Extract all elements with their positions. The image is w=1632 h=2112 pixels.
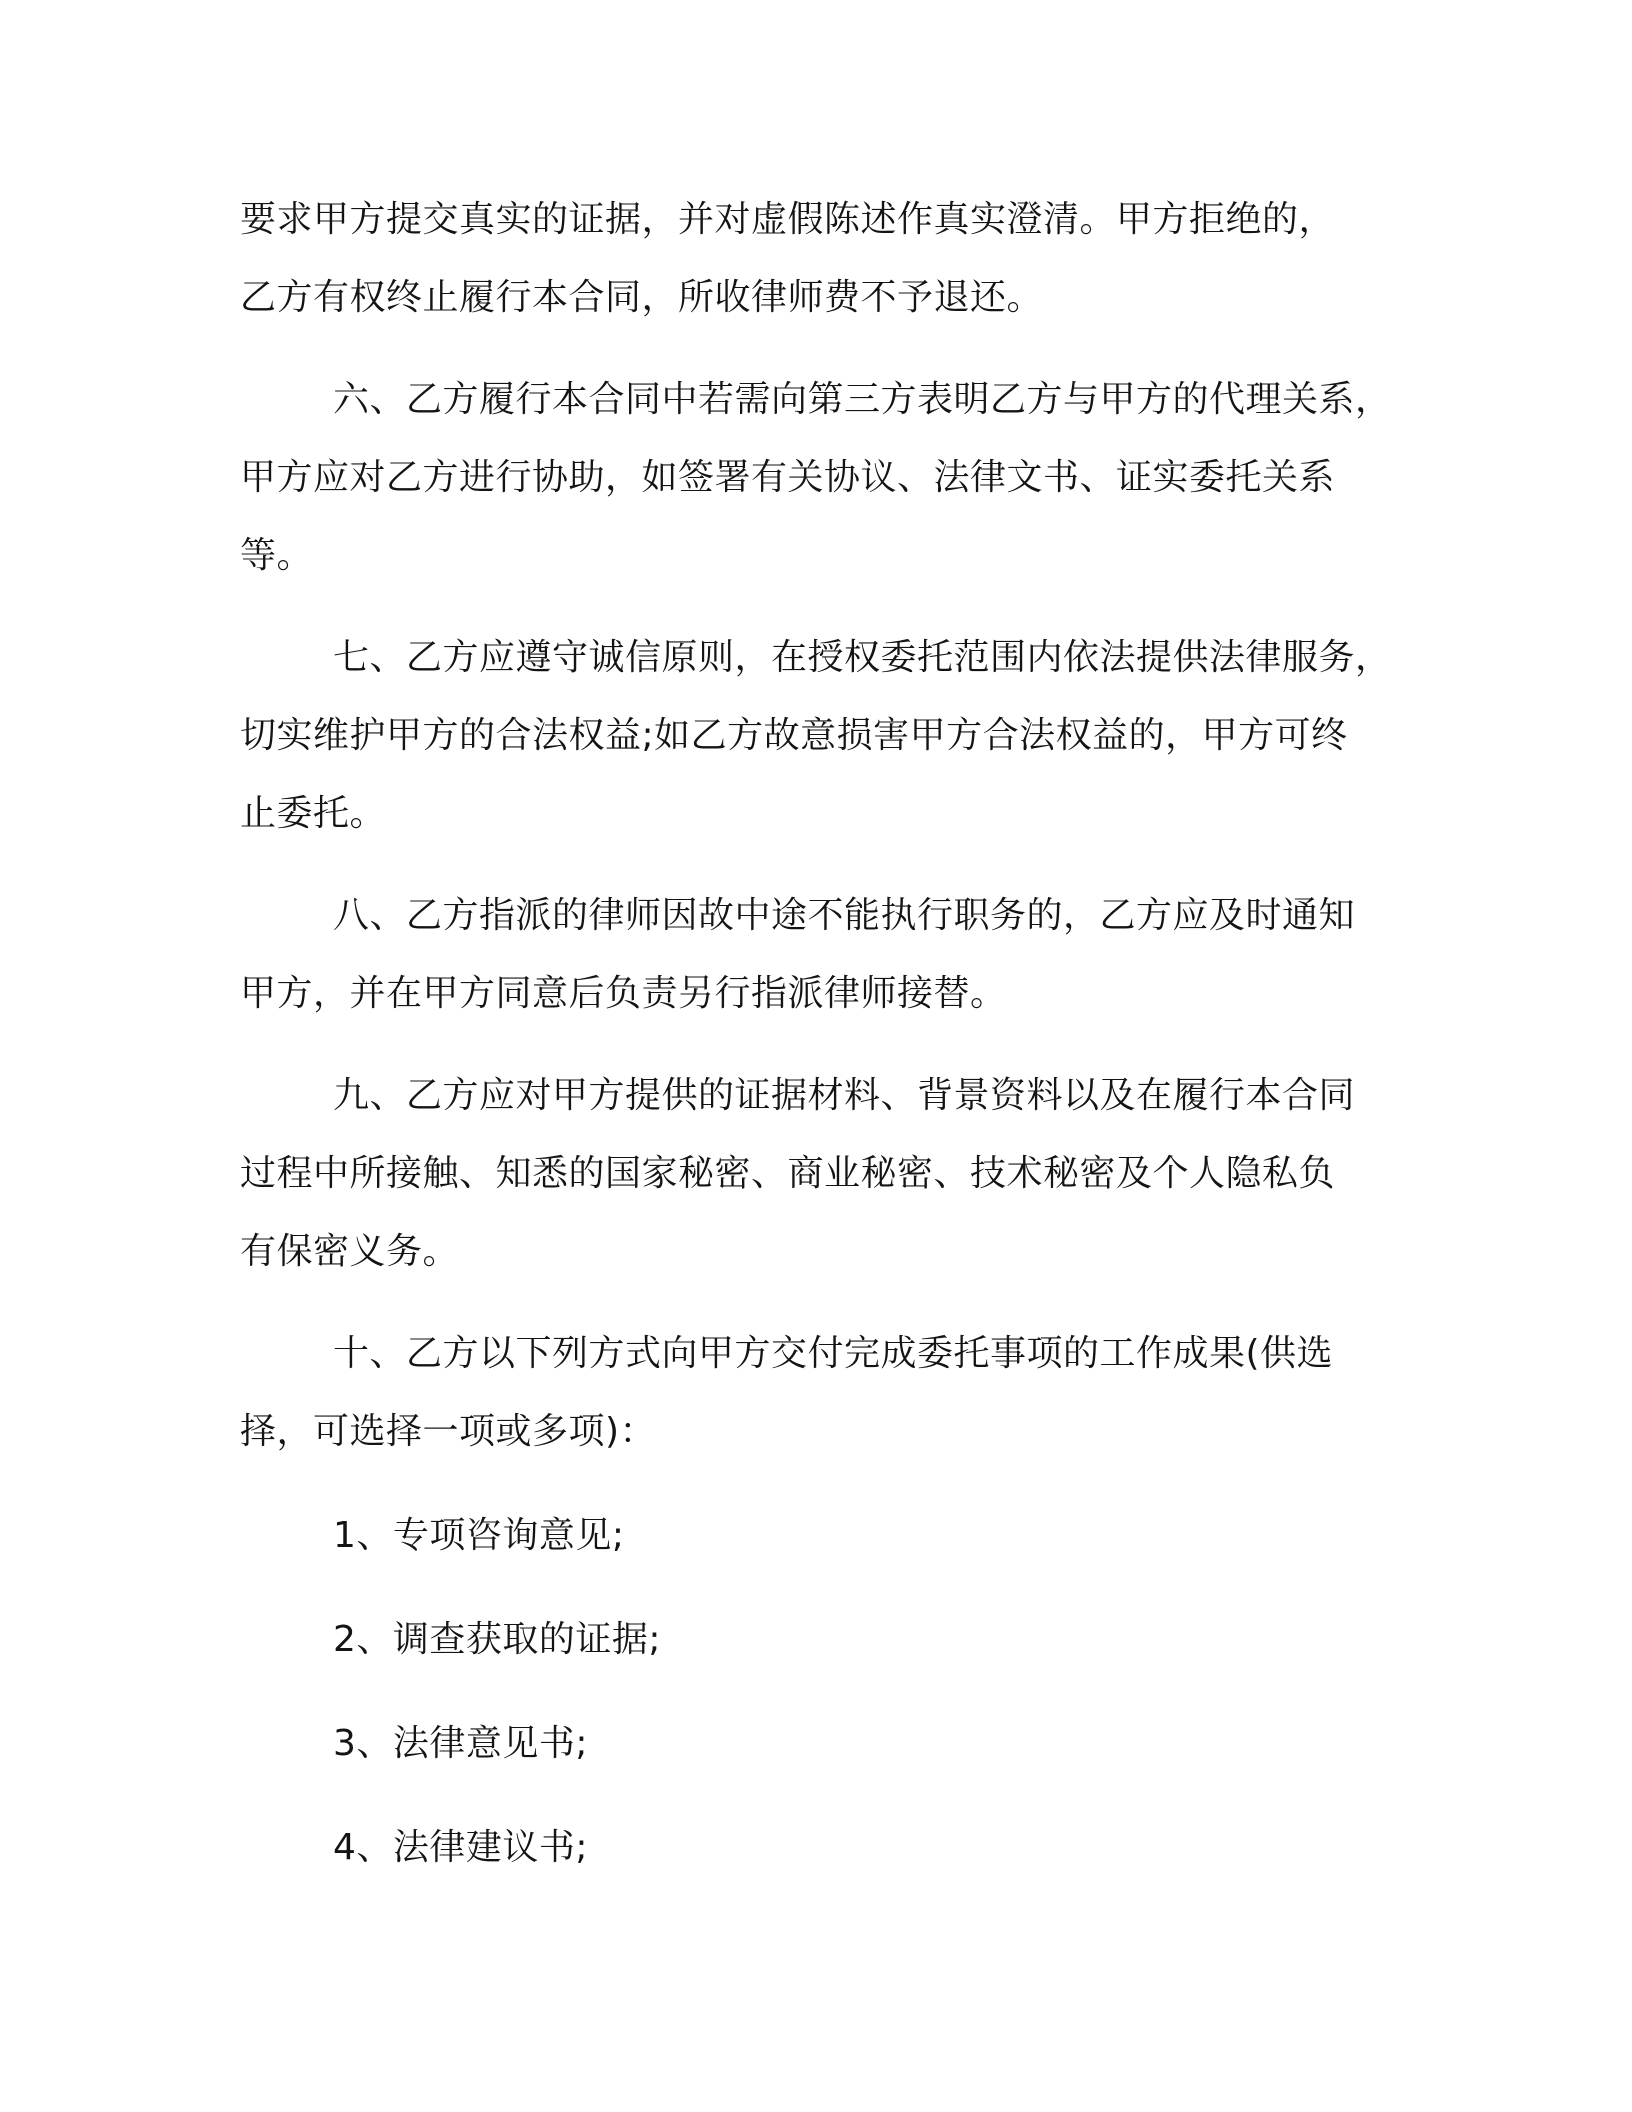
clause-7-heading-line: 七、乙方应遵守诚信原则，在授权委托范围内依法提供法律服务，	[333, 637, 1392, 678]
clause-10-heading-line: 十、乙方以下列方式向甲方交付完成委托事项的工作成果(供选	[333, 1333, 1334, 1374]
text-line: 切实维护甲方的合法权益;如乙方故意损害甲方合法权益的，甲方可终	[240, 715, 1348, 756]
text-line: 止委托。	[240, 793, 387, 834]
clause-9-heading-line: 九、乙方应对甲方提供的证据材料、背景资料以及在履行本合同	[333, 1075, 1356, 1116]
text-line: 择，可选择一项或多项)：	[240, 1411, 657, 1452]
text-line: 有保密义务。	[240, 1231, 460, 1272]
clause-8-heading-line: 八、乙方指派的律师因故中途不能执行职务的，乙方应及时通知	[333, 895, 1356, 936]
text-line: 过程中所接触、知悉的国家秘密、商业秘密、技术秘密及个人隐私负	[240, 1153, 1336, 1194]
list-item: 1、专项咨询意见;	[333, 1515, 625, 1556]
list-item: 3、法律意见书;	[333, 1723, 589, 1764]
text-line: 乙方有权终止履行本合同，所收律师费不予退还。	[240, 277, 1044, 318]
list-item: 4、法律建议书;	[333, 1827, 589, 1868]
text-line: 甲方，并在甲方同意后负责另行指派律师接替。	[240, 973, 1007, 1014]
text-line: 等。	[240, 535, 314, 576]
clause-6-heading-line: 六、乙方履行本合同中若需向第三方表明乙方与甲方的代理关系，	[333, 379, 1392, 420]
text-line: 要求甲方提交真实的证据，并对虚假陈述作真实澄清。甲方拒绝的，	[240, 199, 1336, 240]
list-item: 2、调查获取的证据;	[333, 1619, 662, 1660]
text-line: 甲方应对乙方进行协助，如签署有关协议、法律文书、证实委托关系	[240, 457, 1336, 498]
